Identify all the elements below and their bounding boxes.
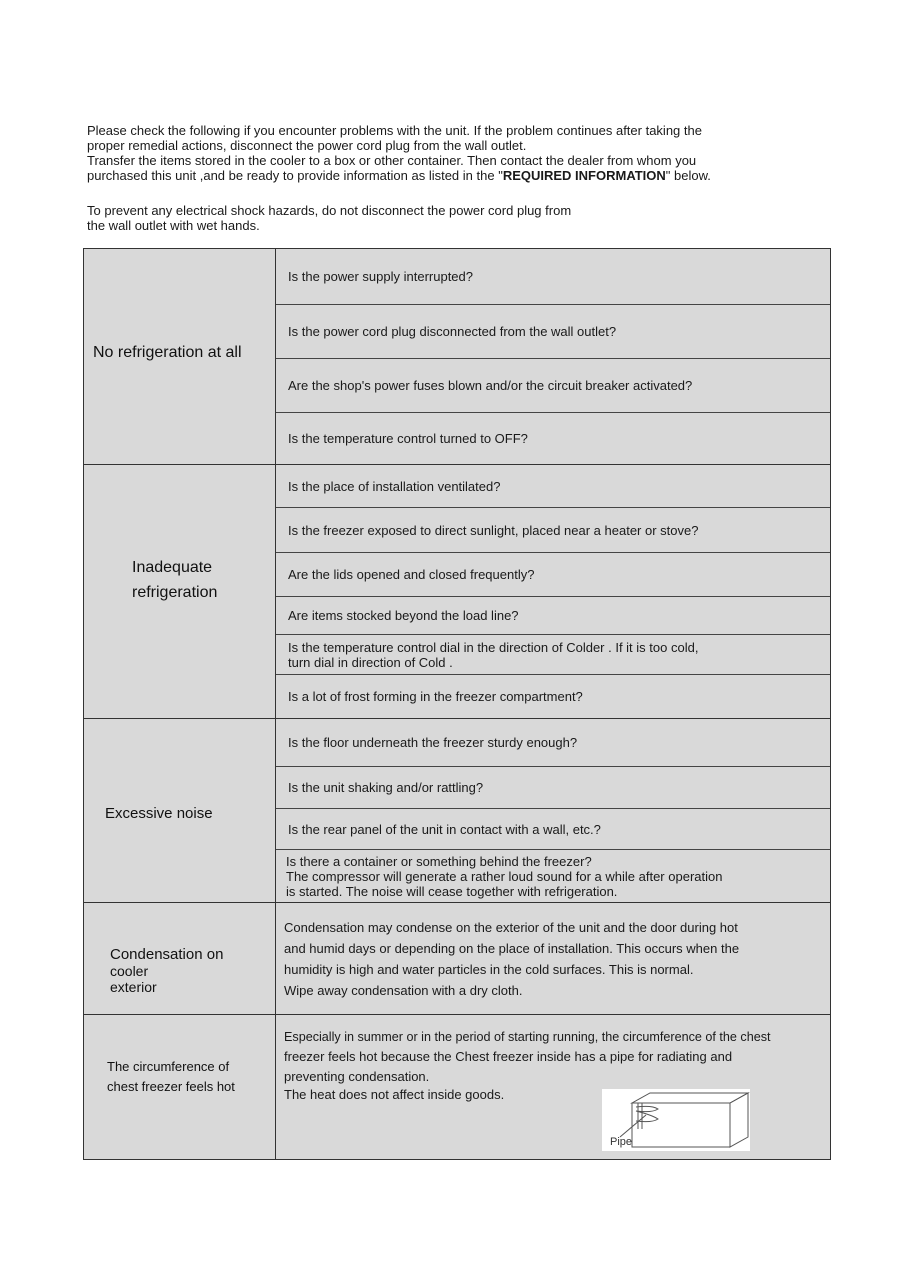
question-row: [276, 508, 830, 553]
label-cell: [84, 719, 276, 902]
section-no-refrigeration: [84, 249, 830, 465]
troubleshooting-table: [83, 248, 831, 1160]
answer-line: and humid days or depending on the place of installation. This occurs when the: [284, 941, 740, 956]
question-text: Is the rear panel of the unit in contact with a wall, etc.?: [288, 821, 601, 837]
question-text: The compressor will generate a rather loud sound for a while after operation: [286, 868, 723, 884]
label-cell: [84, 249, 276, 464]
warning-line: the wall outlet with wet hands.: [87, 218, 260, 233]
answer-line: Wipe away condensation with a dry cloth.: [284, 983, 523, 998]
label-cell: [84, 465, 276, 718]
question-rows: [276, 465, 830, 718]
question-row: [276, 767, 830, 809]
question-rows: [276, 719, 830, 902]
question-row: [276, 413, 830, 464]
intro-line: [87, 168, 807, 183]
warning-paragraph: [87, 203, 807, 233]
freezer-pipe-icon: [602, 1089, 750, 1151]
section-label-line: The circumference of: [107, 1059, 230, 1074]
question-row: [276, 359, 830, 413]
question-text: Is the floor underneath the freezer sturdy enough?: [288, 735, 578, 750]
question-row: [276, 305, 830, 359]
question-row: [276, 553, 830, 597]
section-label: [110, 947, 223, 995]
question-text: turn dial in direction of Cold .: [288, 654, 453, 670]
question-text: Is the place of installation ventilated?: [288, 478, 501, 494]
freezer-pipe-illustration: [602, 1089, 750, 1151]
section-circumference-hot: [84, 1015, 830, 1159]
question-text: Is the power cord plug disconnected from the wall outlet?: [288, 324, 617, 339]
question-text: Is a lot of frost forming in the freezer compartment?: [288, 689, 583, 704]
question-row: [276, 850, 830, 902]
question-row: [276, 597, 830, 635]
answer-text: [284, 917, 824, 1001]
question-text: is started. The noise will cease together with refrigeration.: [286, 883, 618, 899]
answer-cell: [276, 1015, 830, 1159]
answer-cell: [276, 903, 830, 1014]
section-label-line: Condensation on: [110, 946, 224, 963]
answer-line: The heat does not affect inside goods.: [284, 1087, 505, 1102]
required-information: REQUIRED INFORMATION: [502, 168, 666, 183]
section-label: [107, 1057, 235, 1097]
question-row: [276, 809, 830, 850]
question-text: Is the temperature control turned to OFF?: [288, 431, 528, 446]
section-inadequate-refrigeration: [84, 465, 830, 719]
answer-line: humidity is high and water particles in the cold surfaces. This is normal.: [284, 962, 694, 977]
question-row: [276, 465, 830, 508]
section-label-line: exterior: [110, 979, 157, 995]
section-label-line: cooler: [110, 963, 149, 979]
answer-line: freezer feels hot because the Chest freezer inside has a pipe for radiating and: [284, 1049, 733, 1064]
section-excessive-noise: [84, 719, 830, 903]
pipe-label: Pipe: [610, 1136, 633, 1148]
label-cell: [84, 1015, 276, 1159]
intro-text: " below.: [665, 168, 711, 183]
intro-text: purchased this unit ,and be ready to provide information as listed in the ": [87, 168, 503, 183]
label-cell: [84, 903, 276, 1014]
question-row: [276, 635, 830, 675]
question-row: [276, 249, 830, 305]
section-label: Excessive noise: [105, 805, 213, 822]
intro-line: Transfer the items stored in the cooler to a box or other container. Then contact the dealer from whom you: [87, 153, 697, 168]
section-label: No refrigeration at all: [93, 344, 242, 361]
question-row: [276, 719, 830, 767]
section-label-line: refrigeration: [132, 584, 218, 601]
question-text: Is the power supply interrupted?: [288, 269, 473, 284]
section-label-line: Inadequate: [132, 559, 213, 576]
question-text: Is there a container or something behind the freezer?: [286, 853, 592, 869]
question-text: Are the lids opened and closed frequently?: [288, 567, 535, 582]
question-rows: [276, 249, 830, 464]
answer-line: preventing condensation.: [284, 1069, 430, 1084]
intro-paragraph: [87, 123, 807, 183]
section-label: [132, 555, 217, 605]
section-condensation: [84, 903, 830, 1015]
answer-line: Especially in summer or in the period of starting running, the circumference of the chest: [284, 1030, 771, 1044]
question-text: Is the unit shaking and/or rattling?: [288, 780, 484, 795]
intro-line: proper remedial actions, disconnect the power cord plug from the wall outlet.: [87, 138, 527, 153]
answer-line: Condensation may condense on the exterior of the unit and the door during hot: [284, 920, 738, 935]
question-text: Are the shop's power fuses blown and/or the circuit breaker activated?: [288, 378, 693, 393]
warning-line: To prevent any electrical shock hazards, do not disconnect the power cord plug from: [87, 203, 572, 218]
question-text: Is the temperature control dial in the direction of Colder . If it is too cold,: [288, 639, 699, 655]
question-text: Are items stocked beyond the load line?: [288, 608, 519, 623]
question-text: Is the freezer exposed to direct sunlight, placed near a heater or stove?: [288, 522, 699, 538]
question-row: [276, 675, 830, 718]
section-label-line: chest freezer feels hot: [107, 1079, 235, 1094]
intro-line: Please check the following if you encounter problems with the unit. If the problem continues after taking the: [87, 123, 702, 138]
